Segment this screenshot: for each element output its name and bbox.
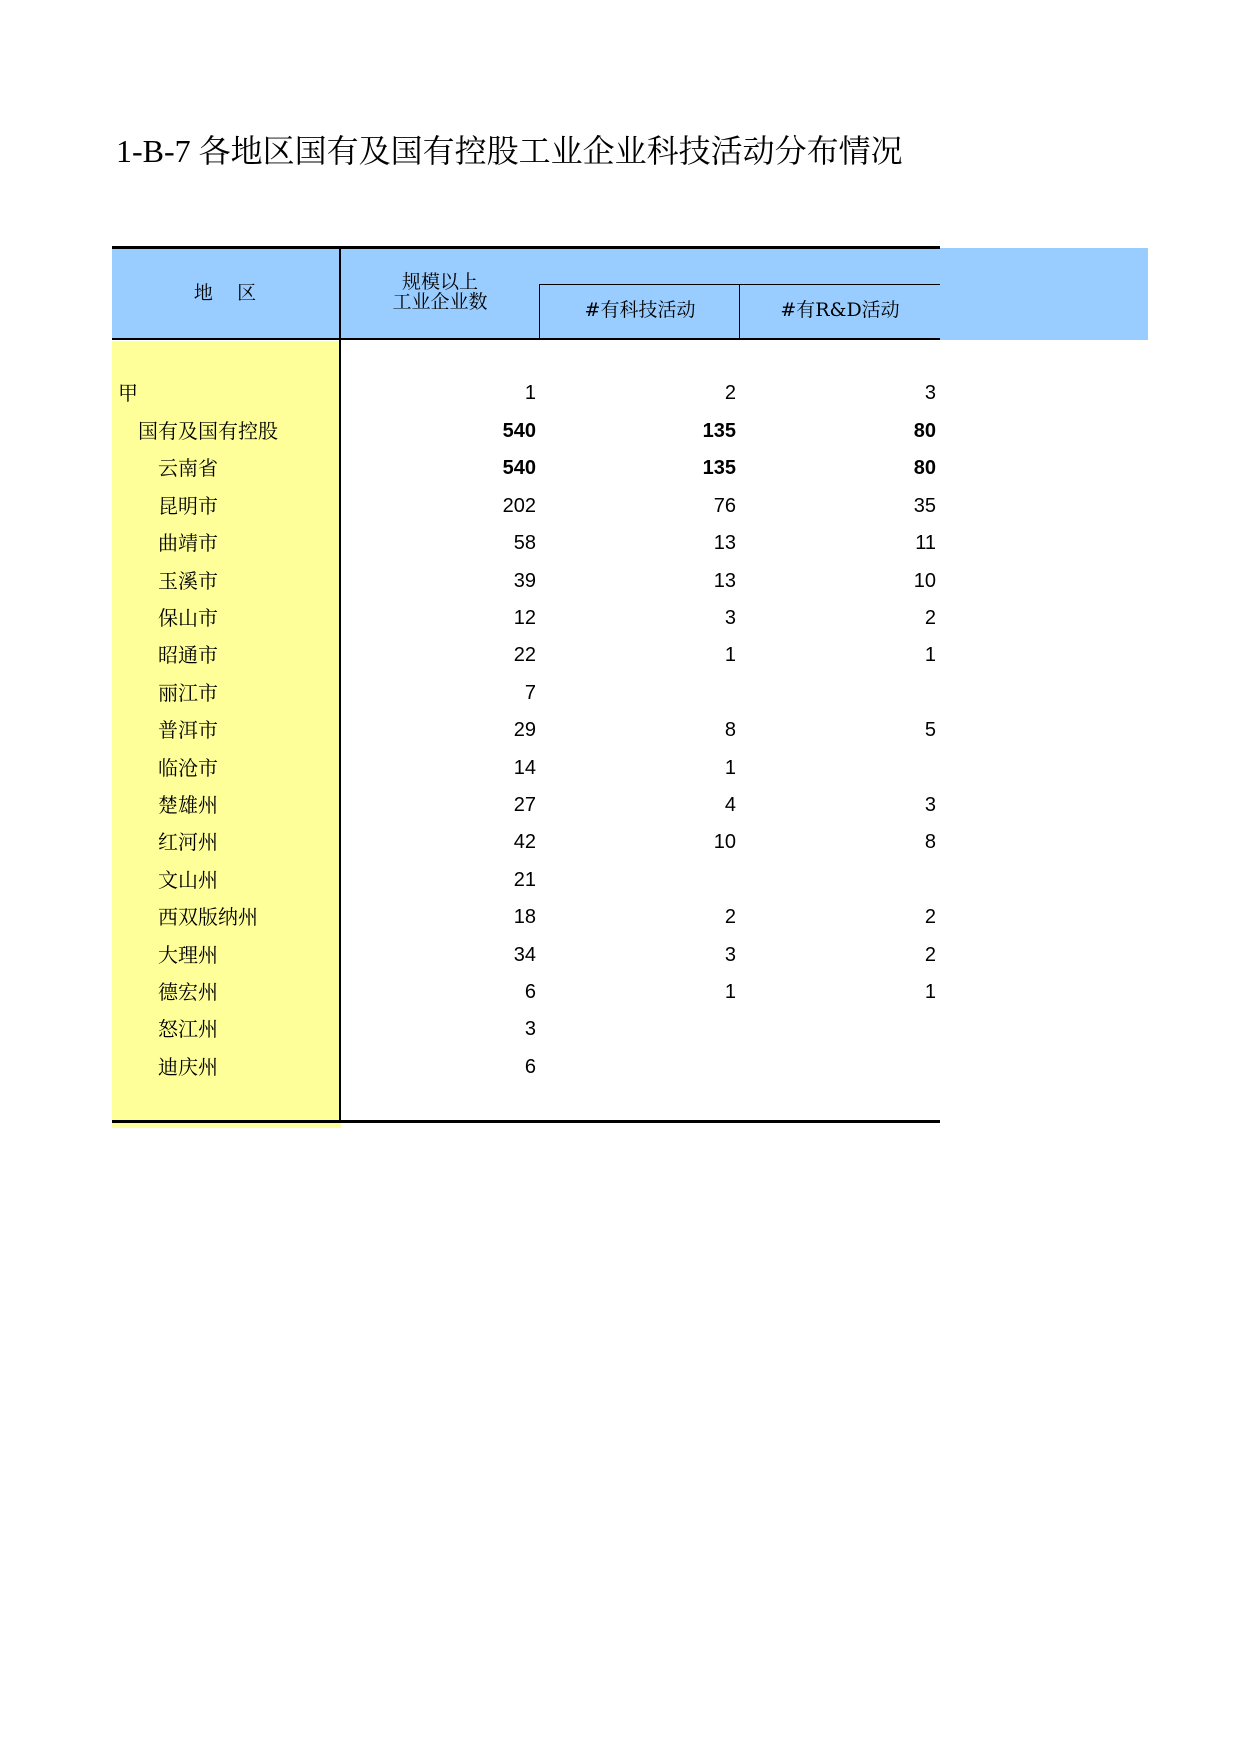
region-name: 国有及国有控股 (138, 419, 278, 443)
region-name: 昭通市 (158, 643, 218, 668)
sci-tech-activity-count: 8 (724, 719, 736, 742)
enterprise-count: 22 (513, 644, 536, 667)
table-bottom-rule (112, 1120, 940, 1123)
table-row (0, 824, 1240, 861)
rd-activity-count: 2 (924, 906, 936, 929)
enterprise-count: 21 (513, 868, 536, 891)
table-row (0, 712, 1240, 749)
region-name: 大理州 (158, 942, 218, 967)
index-row-c3: 3 (924, 382, 936, 404)
enterprise-count: 6 (524, 981, 536, 1003)
enterprise-count: 14 (513, 756, 536, 779)
sci-tech-activity-count: 4 (724, 794, 736, 816)
table-row (0, 488, 1240, 525)
rd-activity-count: 35 (913, 494, 936, 517)
enterprise-count: 540 (502, 420, 536, 442)
enterprise-count: 42 (513, 831, 536, 854)
enterprise-count: 27 (513, 794, 536, 816)
region-name: 曲靖市 (158, 531, 218, 556)
index-row-c1: 1 (524, 382, 536, 404)
region-name: 怒江州 (158, 1017, 218, 1042)
index-row-label: 甲 (118, 381, 138, 405)
header-enterprise-count-line2: 工业企业数 (392, 291, 488, 313)
table-row (0, 937, 1240, 974)
region-name: 文山州 (158, 867, 218, 892)
enterprise-count: 58 (513, 532, 536, 555)
table-top-rule (112, 246, 940, 249)
sci-tech-activity-count: 135 (702, 420, 736, 442)
table-row (0, 563, 1240, 600)
sci-tech-activity-count: 3 (724, 943, 736, 966)
enterprise-count: 540 (502, 457, 536, 480)
enterprise-count: 202 (502, 494, 536, 517)
region-name: 昆明市 (158, 493, 218, 518)
rd-activity-count: 10 (913, 569, 936, 592)
table-row (0, 750, 1240, 787)
enterprise-count: 7 (524, 681, 536, 704)
sci-tech-activity-count: 3 (724, 607, 736, 629)
table-row (0, 862, 1240, 899)
table-row (0, 637, 1240, 674)
header-sci-tech-activity: #有科技活动 (584, 299, 696, 321)
enterprise-count: 6 (524, 1055, 536, 1078)
sci-tech-activity-count: 135 (702, 457, 736, 480)
enterprise-count: 18 (513, 906, 536, 929)
header-rd-activity: #有R&D活动 (780, 299, 900, 321)
region-name: 楚雄州 (158, 793, 218, 817)
table-row (0, 1049, 1240, 1086)
region-name: 迪庆州 (158, 1054, 218, 1079)
region-name: 红河州 (158, 830, 218, 855)
table-row (0, 675, 1240, 712)
table-row (0, 600, 1240, 637)
index-row-c2: 2 (724, 382, 736, 404)
region-name: 丽江市 (158, 680, 218, 705)
header-enterprise-count-line1: 规模以上 (401, 271, 478, 293)
sci-tech-activity-count: 13 (713, 532, 736, 555)
region-name: 西双版纳州 (158, 905, 258, 930)
region-name: 保山市 (158, 606, 218, 630)
sci-tech-activity-count: 1 (724, 981, 736, 1003)
rd-activity-count: 80 (913, 420, 936, 442)
table-row (0, 787, 1240, 824)
rd-activity-count: 2 (924, 607, 936, 629)
table-row (0, 525, 1240, 562)
page-title: 1-B-7 各地区国有及国有控股工业企业科技活动分布情况 (116, 133, 903, 169)
sci-tech-activity-count: 13 (713, 569, 736, 592)
sci-tech-activity-count: 2 (724, 906, 736, 929)
rd-activity-count: 1 (924, 981, 936, 1003)
enterprise-count: 39 (513, 569, 536, 592)
sci-tech-activity-count: 1 (724, 756, 736, 779)
enterprise-count: 29 (513, 719, 536, 742)
region-name: 玉溪市 (158, 568, 218, 593)
index-row (0, 375, 1240, 412)
rd-activity-count: 5 (924, 719, 936, 742)
table-row (0, 974, 1240, 1011)
table-row (0, 450, 1240, 487)
table-row (0, 1011, 1240, 1048)
enterprise-count: 34 (513, 943, 536, 966)
rd-activity-count: 80 (913, 457, 936, 480)
rd-activity-count: 1 (924, 644, 936, 667)
region-name: 普洱市 (158, 718, 218, 743)
table-row (0, 899, 1240, 936)
region-name: 临沧市 (158, 755, 218, 780)
rd-activity-count: 3 (924, 794, 936, 816)
rd-activity-count: 11 (915, 532, 936, 555)
region-name: 德宏州 (158, 980, 218, 1004)
enterprise-count: 12 (513, 607, 536, 629)
sci-tech-activity-count: 10 (713, 831, 736, 854)
table-row (0, 413, 1240, 450)
header-region: 地 区 (193, 282, 257, 304)
enterprise-count: 3 (524, 1018, 536, 1041)
region-name: 云南省 (158, 456, 218, 481)
rd-activity-count: 8 (924, 831, 936, 854)
rd-activity-count: 2 (924, 943, 936, 966)
header-bottom-rule (112, 338, 940, 340)
sci-tech-activity-count: 76 (713, 494, 736, 517)
sci-tech-activity-count: 1 (724, 644, 736, 667)
